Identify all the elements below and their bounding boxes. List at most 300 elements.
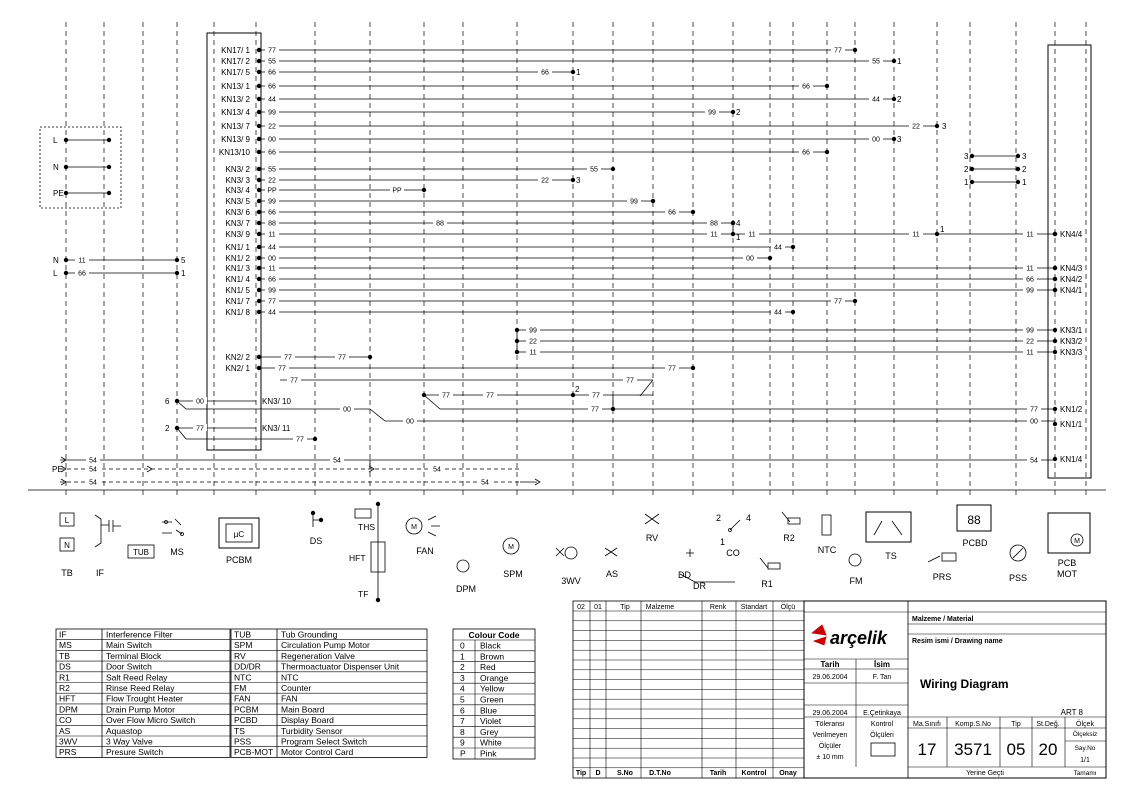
wire-code [705, 108, 719, 117]
junction-dot [422, 188, 426, 192]
wire-code-text: 11 [529, 349, 537, 357]
if-label: IF [96, 568, 104, 578]
ts-box [866, 512, 911, 542]
wire-code-text: 11 [748, 231, 756, 239]
junction-dot [768, 256, 772, 260]
wire-code-text: 66 [268, 83, 276, 91]
wire-code [193, 424, 207, 433]
colour-code-name: Red [480, 662, 496, 673]
wire-code-text: 54 [481, 479, 489, 487]
wire-code [1023, 337, 1037, 346]
revision-header: 02 [577, 604, 585, 611]
connector-pin-label: KN2/ 1 [225, 364, 250, 373]
ds-node [311, 511, 315, 515]
signal-wire [640, 380, 653, 396]
connector-pin-label: KN17/ 5 [221, 68, 250, 77]
wire-code [588, 405, 602, 414]
junction-dot [1016, 167, 1020, 171]
wire-code [265, 68, 279, 77]
wire-code-text: 55 [268, 166, 276, 174]
legend-abbr: RV [234, 650, 246, 661]
r1-label: R1 [761, 579, 773, 589]
junction-dot [1016, 180, 1020, 184]
legend-description: Flow Trought Heater [106, 693, 184, 704]
wire-code-text: 54 [89, 457, 97, 465]
legend-abbr: PSS [234, 736, 252, 747]
connector-pin-label: KN1/ 1 [225, 243, 250, 252]
junction-dot [691, 210, 695, 214]
ds-door-switch-symbol [310, 511, 323, 546]
terminal-label-pe: PE [53, 189, 64, 198]
wire-code [771, 308, 785, 317]
terminal-mark: 1 [897, 57, 902, 66]
colour-code-title: Colour Code [468, 630, 520, 640]
wire-code [1027, 405, 1041, 414]
spm-pump-symbol [503, 538, 523, 579]
tb-label: TB [61, 568, 73, 578]
wire-code [265, 243, 279, 252]
wire-code [1023, 264, 1037, 273]
terminal-label-pe: PE [52, 465, 63, 474]
wire-code [265, 95, 279, 104]
co-mark: 1 [720, 537, 726, 547]
terminal-mark: 6 [165, 397, 170, 406]
connector-pin-label: KN1/ 3 [225, 264, 250, 273]
wire-code [1023, 326, 1037, 335]
wire-code [707, 219, 721, 228]
wire-code-text: 99 [630, 198, 638, 206]
junction-dot [791, 310, 795, 314]
legend-abbr: DD/DR [234, 661, 261, 672]
revision-header: Ölçü [780, 604, 796, 611]
3wv-motor [565, 547, 577, 559]
fan-m-label: M [411, 524, 417, 531]
co-label: CO [726, 548, 740, 558]
wire-code [1027, 417, 1041, 426]
art-label: ART 8 [1060, 708, 1083, 717]
terminal-label-l: L [53, 136, 58, 145]
co-switch-symbol [716, 513, 751, 558]
wire-code-text: 22 [529, 338, 537, 346]
signal-wire [177, 428, 186, 439]
right-pin-label: KN1/1 [1060, 420, 1083, 429]
junction-dot [571, 70, 575, 74]
3wv-valve-symbol [556, 547, 581, 586]
wire-code-text: 00 [406, 418, 414, 426]
revision-footer: S.No [617, 770, 633, 777]
junction-dot [970, 154, 974, 158]
wire-code [86, 478, 100, 487]
connector-pin-label: KN13/ 7 [221, 122, 250, 131]
title-value: 17 [917, 740, 937, 759]
co-contact [730, 520, 740, 530]
as-valve [605, 548, 617, 556]
revision-footer: Tarih [709, 770, 727, 777]
pcbd-display-symbol [957, 505, 991, 548]
wire-code [340, 405, 354, 414]
wire-code [538, 176, 552, 185]
prs-switch-symbol [928, 553, 956, 582]
legend-description: Door Switch [106, 661, 152, 672]
terminal-mark: 1 [576, 68, 581, 77]
right-pin-label: KN1/2 [1060, 405, 1083, 414]
wire-code [1023, 348, 1037, 357]
junction-dot [1053, 422, 1057, 426]
legend-description: Turbidity Sensor [281, 725, 343, 736]
wire-code [909, 122, 923, 131]
rv-valve [645, 514, 659, 524]
terminal-mark: 2 [897, 95, 902, 104]
dr-label: DR [693, 581, 706, 591]
dpm-pump-symbol [456, 560, 476, 594]
junction-dot [107, 191, 111, 195]
r1-box [768, 563, 780, 569]
signal-wire [370, 409, 385, 421]
legend-abbr: FAN [234, 693, 251, 704]
wire-code-text: 44 [774, 309, 782, 317]
rv-valve-symbol [645, 514, 659, 543]
connector-pin-label: KN1/ 2 [225, 254, 250, 263]
terminal-mark: 2 [1022, 165, 1027, 174]
wire-code-text: 11 [268, 265, 276, 273]
colour-code-name: Pink [480, 748, 497, 759]
terminal-mark: 3 [897, 135, 902, 144]
date-value: 29.06.2004 [812, 710, 848, 717]
heater-assembly-symbol [349, 502, 385, 602]
legend-abbr: PCBD [234, 715, 258, 726]
terminal-mark: 3 [942, 122, 947, 131]
colour-code-number: 9 [460, 737, 465, 748]
wire-code [526, 337, 540, 346]
wire-code-text: 66 [541, 69, 549, 77]
wire-code [665, 364, 679, 373]
right-pin-label: KN1/4 [1060, 455, 1083, 464]
connector-pin-label: KN3/ 2 [225, 165, 250, 174]
wire-code [193, 397, 207, 406]
wire-code-text: 66 [78, 270, 86, 278]
spm-label: SPM [503, 569, 523, 579]
r2-relay-symbol [782, 512, 800, 543]
wire-code [265, 135, 279, 144]
legend-abbr: R1 [59, 672, 70, 683]
tb-n-label: N [64, 541, 70, 550]
as-aquastop-symbol [605, 548, 618, 579]
wire-code-text: 44 [774, 244, 782, 252]
if-filter-symbol [95, 515, 121, 578]
as-label: AS [605, 569, 619, 579]
legend-description: Circulation Pump Motor [281, 640, 370, 651]
rv-label: RV [645, 533, 659, 543]
wire-code-text: 77 [486, 392, 494, 400]
revision-header: Malzeme [645, 604, 675, 611]
name-value: E.Çetinkaya [863, 710, 901, 717]
wire-code-text: 77 [442, 392, 450, 400]
wire-code-text: 44 [872, 96, 880, 104]
tb-l-label: L [64, 516, 70, 525]
legend-description: FAN [281, 693, 298, 704]
ds-label: DS [309, 536, 323, 546]
revision-footer: D [595, 770, 601, 777]
colour-code-name: Green [480, 694, 504, 705]
mot-label: MOT [1057, 569, 1077, 579]
wire-code-text: 22 [268, 123, 276, 131]
pcbm-uc-label: µC [233, 530, 245, 539]
say-no-label: Say.No [1074, 745, 1096, 752]
wire-code-text: 00 [196, 398, 204, 406]
connector-pin-label: KN3/ 3 [225, 176, 250, 185]
tolerance-text: ± 10 mm [816, 754, 844, 761]
junction-dot [64, 271, 68, 275]
wire-code [403, 417, 417, 426]
co-mark: 2 [716, 513, 722, 523]
isim-label: İsim [873, 660, 891, 669]
junction-dot [611, 167, 615, 171]
wire-code [430, 465, 444, 474]
wire-code-text: 11 [1026, 231, 1034, 239]
right-pin-label: KN4/1 [1060, 286, 1083, 295]
legend-abbr: HFT [59, 693, 76, 704]
legend-abbr: AS [59, 725, 71, 736]
junction-dot [175, 258, 179, 262]
kontrol-box [871, 743, 895, 756]
colour-code-number: 8 [460, 726, 465, 737]
revision-footer: D.T.No [649, 770, 671, 777]
wire-code [75, 256, 89, 265]
wire-code [433, 219, 447, 228]
wire-code [265, 230, 279, 239]
wire-code [265, 219, 279, 228]
terminal-label-n: N [53, 256, 59, 265]
wire-code [293, 435, 307, 444]
wire-code [799, 148, 813, 157]
legend-abbr: CO [59, 715, 72, 726]
wire-code [265, 286, 279, 295]
wire-code-text: 77 [1030, 406, 1038, 414]
connector-pin-label: KN3/ 4 [225, 186, 250, 195]
wire-code-text: 66 [668, 209, 676, 217]
fm-counter-symbol [849, 554, 863, 586]
wire-code-text: 00 [268, 136, 276, 144]
wire-code-text: 11 [710, 231, 718, 239]
name-value: F. Tan [872, 674, 892, 681]
terminal-mark: 2 [736, 108, 741, 117]
sheet-value: 1/1 [1080, 757, 1090, 764]
terminal-mark: 1 [964, 178, 969, 187]
terminal-mark: 2 [575, 385, 580, 394]
kontrol-text: Kontrol [870, 721, 894, 728]
prs-box [942, 553, 956, 561]
junction-dot [853, 299, 857, 303]
connector-pin-label: KN1/ 5 [225, 286, 250, 295]
wire-code-text: 77 [284, 354, 292, 362]
wire-code-text: 54 [89, 479, 97, 487]
connector-pin-label: KN1/ 8 [225, 308, 250, 317]
signal-wire [424, 395, 440, 409]
wire-code-text: 66 [268, 69, 276, 77]
brand-logo [812, 625, 888, 648]
junction-dot [64, 258, 68, 262]
brand-mark [812, 625, 826, 645]
ts-rays [874, 521, 902, 535]
legend-description: Tub Grounding [281, 629, 338, 640]
terminal-label-n: N [53, 163, 59, 172]
legend-description: Terminal Block [106, 650, 162, 661]
wire-code-text: 44 [268, 309, 276, 317]
colour-code-name: Brown [480, 651, 505, 662]
junction-dot [1053, 288, 1057, 292]
terminal-mark: 2 [165, 424, 170, 433]
connector-pin-label: KN3/ 11 [262, 424, 291, 433]
wire-code [265, 122, 279, 131]
terminal-mark: 1 [181, 269, 186, 278]
wire-code [869, 95, 883, 104]
wire-code-text: 54 [333, 457, 341, 465]
legend-abbr: PRS [59, 747, 77, 758]
ths-box [355, 509, 371, 518]
3wv-label: 3WV [561, 576, 581, 586]
legend-abbr: TS [234, 725, 245, 736]
fm-label: FM [849, 576, 863, 586]
junction-dot [571, 178, 575, 182]
junction-dot [64, 138, 68, 142]
r2-box [788, 518, 800, 524]
yerine-label: Yerine Geçti [966, 770, 1004, 777]
wire-code-text: 77 [268, 298, 276, 306]
wire-code-text: 77 [196, 425, 204, 433]
tub-label: TUB [133, 548, 149, 557]
wire-code [526, 348, 540, 357]
junction-dot [892, 59, 896, 63]
legend-abbr: R2 [59, 683, 70, 693]
title-header: St.Değ. [1036, 721, 1060, 728]
wire-code-text: 77 [268, 47, 276, 55]
revision-footer: Kontrol [741, 770, 767, 777]
dpm-motor [457, 560, 469, 572]
junction-dot [935, 124, 939, 128]
wire-code-text: 77 [290, 377, 298, 385]
ts-label: TS [885, 551, 897, 561]
wire-code [265, 297, 279, 306]
connector-pin-label: KN13/10 [218, 148, 250, 157]
wire-code-text: 22 [912, 123, 920, 131]
right-pin-label: KN4/3 [1060, 264, 1083, 273]
colour-code-name: Black [480, 640, 501, 651]
connector-pin-label: KN2/ 2 [225, 353, 250, 362]
junction-dot [825, 150, 829, 154]
revision-header: Tip [620, 604, 630, 611]
legend-description: Counter [281, 683, 312, 693]
revision-header: Standart [740, 604, 768, 611]
wire-code-text: 22 [268, 177, 276, 185]
ths-label: THS [358, 522, 375, 532]
r2-label: R2 [783, 533, 795, 543]
fan-symbol [406, 516, 440, 556]
legend-abbr: TB [59, 650, 70, 661]
r1-contact [760, 558, 768, 568]
wire-code-text: 99 [268, 198, 276, 206]
wire-code [1023, 275, 1037, 284]
junction-dot [731, 110, 735, 114]
wire-code [587, 165, 601, 174]
wire-code [771, 243, 785, 252]
junction-dot [892, 137, 896, 141]
ds-node [319, 518, 323, 522]
junction-dot [368, 355, 372, 359]
wire-code-text: 55 [872, 58, 880, 66]
legend-description: Aquastop [106, 725, 142, 736]
title-header: Ölçek [1076, 721, 1094, 728]
junction-dot [64, 165, 68, 169]
colour-code-name: Violet [480, 716, 502, 727]
legend-description: Main Switch [106, 640, 152, 651]
pcbmot-m-label: M [1074, 538, 1080, 545]
wire-code [1023, 286, 1037, 295]
revision-header: Renk [709, 604, 727, 611]
legend-description: Over Flow Micro Switch [106, 715, 196, 726]
brand-name: arçelik [830, 628, 888, 648]
junction-dot [892, 97, 896, 101]
junction-dot [313, 437, 317, 441]
junction-dot [791, 245, 795, 249]
wire-code-text: 88 [268, 220, 276, 228]
legend-abbr: MS [59, 640, 72, 651]
right-pin-label: KN4/2 [1060, 275, 1083, 284]
legend-description: Presure Switch [106, 747, 164, 758]
wire-code-text: 66 [268, 276, 276, 284]
spm-m-label: M [508, 544, 514, 551]
wire-code [538, 68, 552, 77]
colour-code-number: 6 [460, 705, 465, 716]
wire-code [265, 46, 279, 55]
wire-code [1027, 456, 1041, 465]
ts-sensor-symbol [866, 512, 911, 561]
wire-code-text: 77 [296, 436, 304, 444]
wire-code-text: 00 [1030, 418, 1038, 426]
legend-description: Display Board [281, 715, 334, 726]
legend-abbr: PCBM [234, 704, 259, 715]
revision-header: 01 [594, 604, 602, 611]
pcbd-label: PCBD [962, 538, 988, 548]
hft-label: HFT [349, 553, 366, 563]
wire-code [335, 353, 349, 362]
colour-code-name: Orange [480, 672, 509, 683]
wire-code [86, 456, 100, 465]
junction-dot [175, 271, 179, 275]
wire-code-text: 44 [268, 96, 276, 104]
legend-abbr: PCB-MOT [234, 747, 274, 758]
junction-dot [970, 167, 974, 171]
connector-pin-label: KN1/ 4 [225, 275, 250, 284]
wire-code [831, 297, 845, 306]
title-value: 05 [1006, 740, 1026, 759]
colour-code-number: 0 [460, 640, 465, 651]
legend-abbr: 3WV [59, 736, 78, 747]
terminal-mark: 1 [940, 225, 945, 234]
wire-code-text: 66 [268, 209, 276, 217]
junction-dot [571, 393, 575, 397]
wire-code-text: 54 [89, 466, 97, 474]
terminal-mark: 3 [576, 176, 581, 185]
if-symbol [95, 515, 121, 547]
legend-abbr: SPM [234, 640, 253, 651]
material-label: Malzeme / Material [912, 616, 974, 623]
wire-code-text: 44 [268, 244, 276, 252]
connector-pin-label: KN3/ 5 [225, 197, 250, 206]
connector-pin-label: KN1/ 7 [225, 297, 250, 306]
ms-label: MS [170, 547, 184, 557]
wire-code-text: 00 [343, 406, 351, 414]
wire-code-text: 77 [834, 298, 842, 306]
